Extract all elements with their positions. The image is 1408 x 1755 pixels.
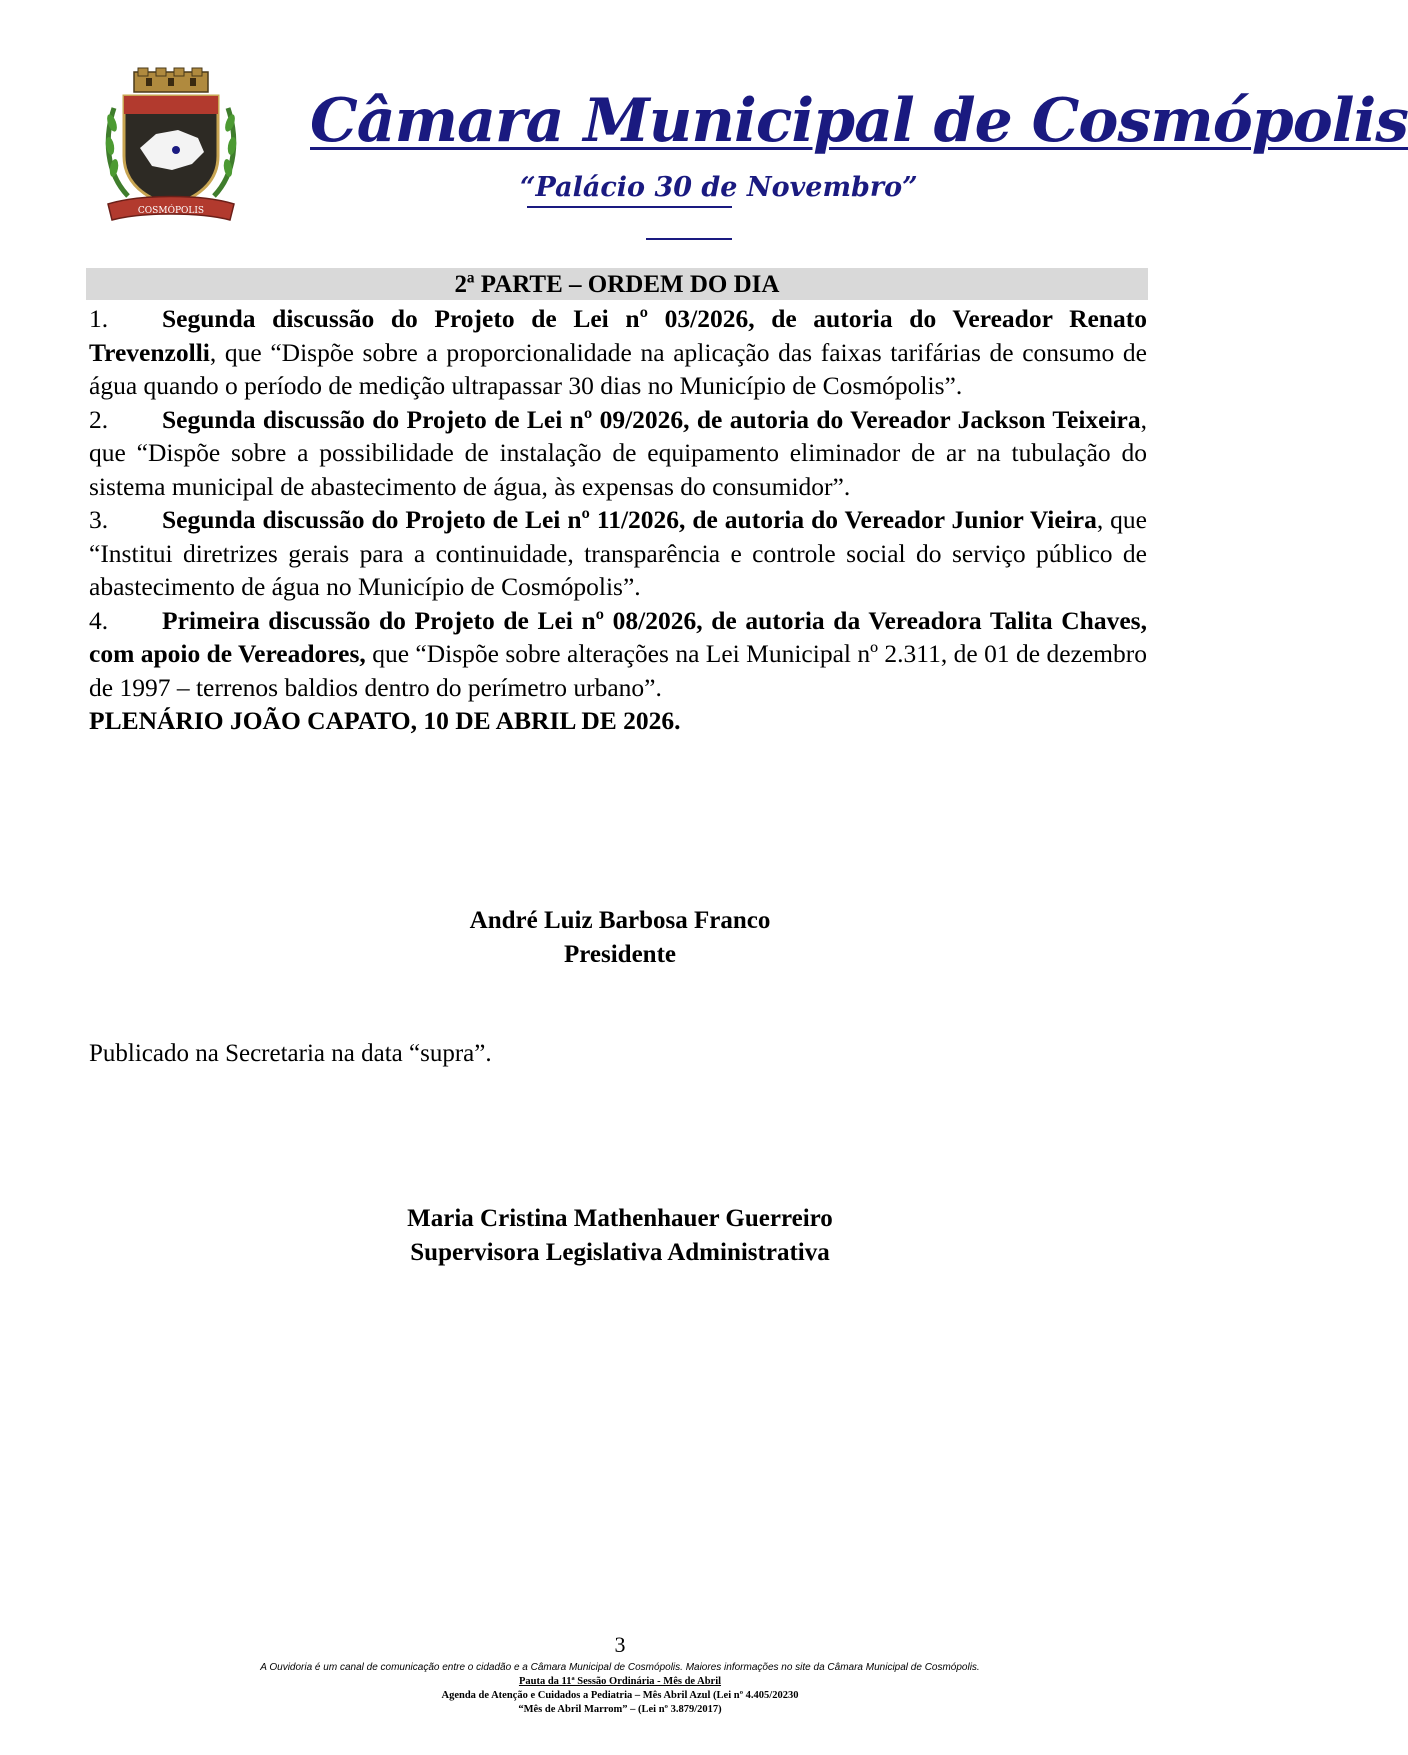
header-divider <box>646 238 732 240</box>
institution-subtitle: “Palácio 30 de Novembro” <box>520 172 918 203</box>
footer-session-line: Pauta da 11ª Sessão Ordinária - Mês de Abril <box>518 1676 722 1687</box>
closing-line: PLENÁRIO JOÃO CAPATO, 10 DE ABRIL DE 2026. <box>89 706 681 735</box>
municipal-crest-logo <box>100 68 242 228</box>
agenda-list <box>89 302 1147 738</box>
agenda-item <box>89 403 1147 504</box>
footer-ouvidoria-note: A Ouvidoria é um canal de comunicação entre o cidadão e a Câmara Municipal de Cosmópolis. Maiores informações no site da Câmara Municipal de Cosmópolis. <box>260 1662 980 1673</box>
publication-note: Publicado na Secretaria na data “supra”. <box>89 1040 492 1067</box>
agenda-item <box>89 503 1147 604</box>
signatory-role: Presidente <box>563 941 676 968</box>
signatory-name: Maria Cristina Mathenhauer Guerreiro <box>407 1205 833 1232</box>
signature-block-supervisor <box>0 1202 1240 1270</box>
item-title: Segunda discussão do Projeto de Lei nº 09/2026, de autoria do Vereador Jackson Teixeira <box>162 404 1141 434</box>
signature-block-president <box>0 904 1240 972</box>
item-number: 4. <box>89 605 109 635</box>
item-number: 1. <box>89 304 109 333</box>
subtitle-underline <box>527 206 732 208</box>
signatory-role: Supervisora Legislativa Administrativa <box>410 1239 830 1266</box>
item-number: 2. <box>89 404 109 434</box>
item-description: que “Dispõe sobre alterações na Lei Municipal nº 2.311, de 01 de dezembro de 1997 – terrenos baldios dentro do perímetro urbano”. <box>89 639 1148 702</box>
section-heading: 2ª PARTE – ORDEM DO DIA <box>86 268 1148 300</box>
institution-title: Câmara Municipal de Cosmópolis <box>310 86 1408 156</box>
agenda-item <box>89 604 1147 705</box>
item-title: Primeira discussão do Projeto de Lei nº 08/2026, de autoria da Vereadora Talita Chaves, com apoio de Vereadores, <box>89 605 1147 668</box>
agenda-item <box>89 302 1147 403</box>
page-number: 3 <box>614 1632 626 1657</box>
item-title: Segunda discussão do Projeto de Lei nº 03/2026, de autoria do Vereador Renato Trevenzolli <box>89 304 1147 367</box>
item-description: , que “Dispõe sobre a possibilidade de instalação de equipamento eliminador de ar na tubulação do sistema municipal de abastecimento de água, às expensas do consumidor”. <box>89 404 1147 501</box>
footer-law-line: “Mês de Abril Marrom” – (Lei nº 3.879/2017) <box>518 1704 722 1715</box>
item-title: Segunda discussão do Projeto de Lei nº 11/2026, de autoria do Vereador Junior Vieira <box>162 505 1097 534</box>
footer-campaign-line: Agenda de Atenção e Cuidados a Pediatria – Mês Abril Azul (Lei nº 4.405/20230 <box>441 1690 799 1701</box>
crest-banner-text: COSMÓPOLIS <box>137 206 205 216</box>
item-number: 3. <box>89 505 109 534</box>
item-description: , que “Dispõe sobre a proporcionalidade na aplicação das faixas tarifárias de consumo de água quando o período de medição ultrapassar 30 dias no Município de Cosmópolis”. <box>89 337 1147 400</box>
signatory-name: André Luiz Barbosa Franco <box>469 907 771 934</box>
item-description: , que “Institui diretrizes gerais para a continuidade, transparência e controle social do serviço público de abastecimento de água no Município de Cosmópolis”. <box>89 505 1147 601</box>
